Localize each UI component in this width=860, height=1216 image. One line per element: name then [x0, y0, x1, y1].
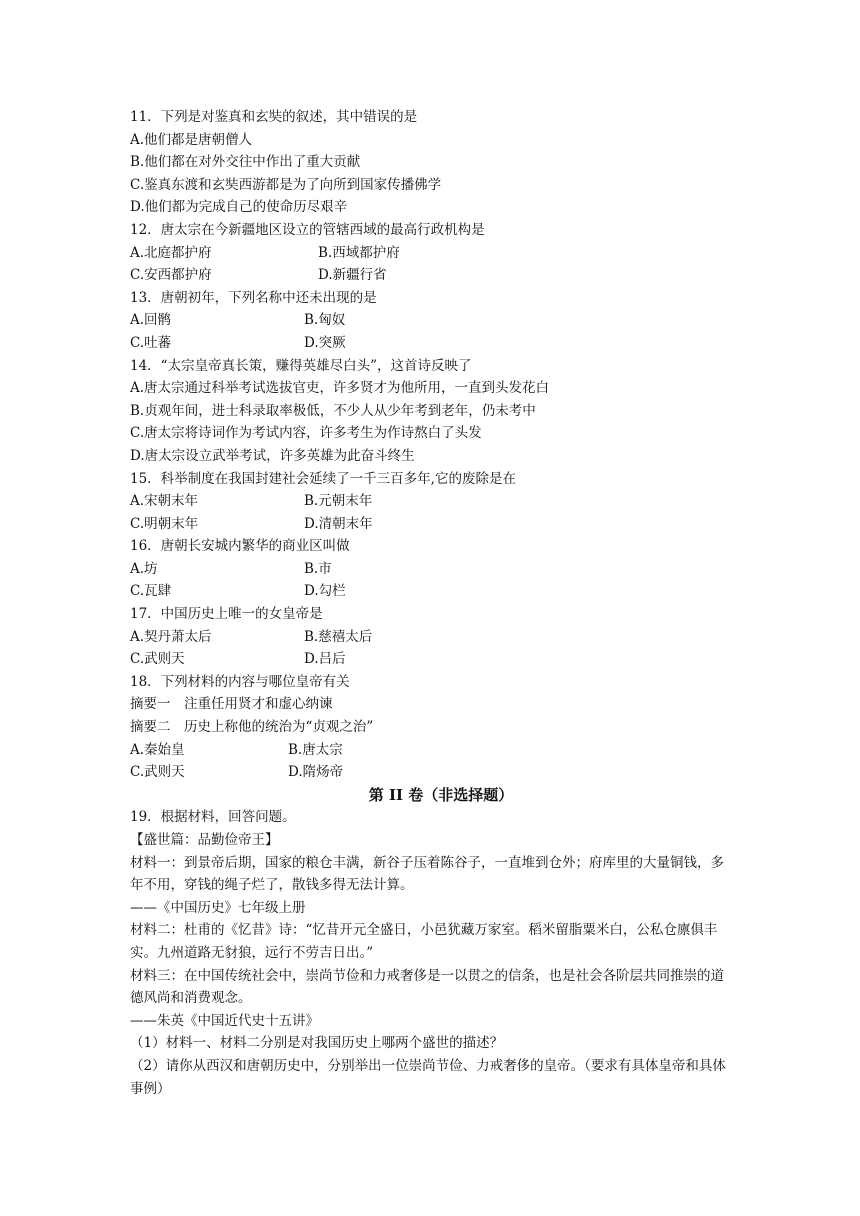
question-13-options-row-1 [130, 309, 732, 332]
question-13-option-c: C.吐蕃 [130, 334, 172, 351]
question-15-option-a: A.宋朝末年 [130, 493, 199, 510]
question-12-option-c: C.安西都护府 [130, 267, 212, 284]
question-16-option-d: D.勾栏 [304, 583, 346, 600]
question-18-summary-1: 摘要一 注重任用贤才和虚心纳谏 [130, 696, 333, 713]
section-2-title: 第 II 卷（非选择题） [368, 785, 514, 804]
question-19-material-3: 材料三：在中国传统社会中，崇尚节俭和力戒奢侈是一以贯之的信条，也是社会各阶层共同推崇的道德风尚和消费观念。 [130, 967, 724, 1007]
question-15-option-d: D.清朝末年 [304, 515, 373, 532]
question-14-option-c: C.唐太宗将诗词作为考试内容，许多考生为作诗熬白了头发 [130, 425, 482, 442]
question-12-options-row-1 [130, 242, 732, 265]
question-15-stem: 15．科举制度在我国封建社会延续了一千三百多年,它的废除是在 [130, 470, 516, 487]
question-16-option-b: B.市 [304, 560, 332, 577]
question-18-summary-2: 摘要二 历史上称他的统治为“贞观之治” [130, 719, 374, 736]
question-13-option-a: A.回鹘 [130, 312, 172, 329]
question-12-option-b: B.西域都护府 [318, 244, 400, 261]
question-15-option-b: B.元朝末年 [304, 493, 373, 510]
question-17-option-b: B.慈禧太后 [304, 628, 373, 645]
question-15-options-row-2 [130, 513, 732, 536]
question-11-option-d: D.他们都为完成自己的使命历尽艰辛 [130, 199, 348, 216]
question-18-option-d: D.隋炀帝 [288, 764, 344, 781]
document-content [130, 106, 732, 1100]
question-13-options-row-2 [130, 332, 732, 355]
question-17-option-a: A.契丹萧太后 [130, 628, 212, 645]
question-11-option-b: B.他们都在对外交往中作出了重大贡献 [130, 154, 361, 171]
question-18-option-a: A.秦始皇 [130, 741, 185, 758]
question-16-options-row-1 [130, 558, 732, 581]
question-12-option-d: D.新疆行省 [318, 267, 387, 284]
question-15-options-row-1 [130, 490, 732, 513]
question-19-material-2: 材料二：杜甫的《忆昔》诗：“忆昔开元全盛日，小邑犹藏万家室。稻米留脂粟米白，公私仓廪俱丰实。九州道路无豺狼，远行不劳吉日出。” [130, 922, 718, 961]
question-17-option-d: D.吕后 [304, 651, 346, 668]
question-12-stem: 12．唐太宗在今新疆地区设立的管辖西域的最高行政机构是 [130, 221, 485, 238]
question-11-stem: 11．下列是对鉴真和玄奘的叙述，其中错误的是 [130, 109, 418, 125]
question-16-stem: 16．唐朝长安城内繁华的商业区叫做 [130, 538, 350, 555]
question-19-stem: 19．根据材料，回答问题。 [130, 809, 296, 826]
question-19-heading: 【盛世篇：品勤俭帝王】 [130, 832, 279, 848]
question-13-option-b: B.匈奴 [304, 312, 346, 329]
question-14-stem: 14．“太宗皇帝真长策，赚得英雄尽白头”，这首诗反映了 [130, 357, 472, 374]
question-19-source-3: ——朱英《中国近代史十五讲》 [130, 1012, 319, 1029]
question-19-source-1: ——《中国历史》七年级上册 [130, 899, 306, 916]
question-13-option-d: D.突厥 [304, 334, 346, 351]
question-16-option-c: C.瓦肆 [130, 583, 172, 600]
question-18-options-row-1 [130, 739, 732, 762]
question-15-option-c: C.明朝末年 [130, 515, 199, 532]
question-14-option-b: B.贞观年间，进士科录取率极低，不少人从少年考到老年，仍未考中 [130, 402, 536, 419]
question-13-stem: 13．唐朝初年，下列名称中还未出现的是 [130, 289, 377, 306]
question-18-options-row-2 [130, 761, 732, 784]
question-11-option-c: C.鉴真东渡和玄奘西游都是为了向所到国家传播佛学 [130, 176, 442, 193]
question-16-options-row-2 [130, 580, 732, 603]
question-14-option-d: D.唐太宗设立武举考试，许多英雄为此奋斗终生 [130, 447, 415, 464]
question-19-sub-1: （1）材料一、材料二分别是对我国历史上哪两个盛世的描述？ [130, 1035, 504, 1052]
question-14-option-a: A.唐太宗通过科举考试选拔官吏，许多贤才为他所用，一直到头发花白 [130, 380, 550, 397]
question-18-stem: 18．下列材料的内容与哪位皇帝有关 [130, 673, 350, 690]
question-19-sub-2: （2）请你从西汉和唐朝历史中，分别举出一位崇尚节俭、力戒奢侈的皇帝。（要求有具体皇帝和具体事例） [130, 1057, 726, 1097]
question-17-options-row-1 [130, 626, 732, 649]
question-12-option-a: A.北庭都护府 [130, 244, 212, 261]
question-16-option-a: A.坊 [130, 560, 158, 577]
question-12-options-row-2 [130, 264, 732, 287]
question-17-stem: 17．中国历史上唯一的女皇帝是 [130, 606, 323, 623]
question-19-material-1: 材料一：到景帝后期，国家的粮仓丰满，新谷子压着陈谷子，一直堆到仓外；府库里的大量铜钱，多年不用，穿钱的绳子烂了，散钱多得无法计算。 [130, 854, 724, 894]
question-17-options-row-2 [130, 648, 732, 671]
question-18-option-c: C.武则天 [130, 764, 185, 781]
question-17-option-c: C.武则天 [130, 651, 185, 668]
question-18-option-b: B.唐太宗 [288, 741, 343, 758]
question-11-option-a: A.他们都是唐朝僧人 [130, 131, 253, 148]
